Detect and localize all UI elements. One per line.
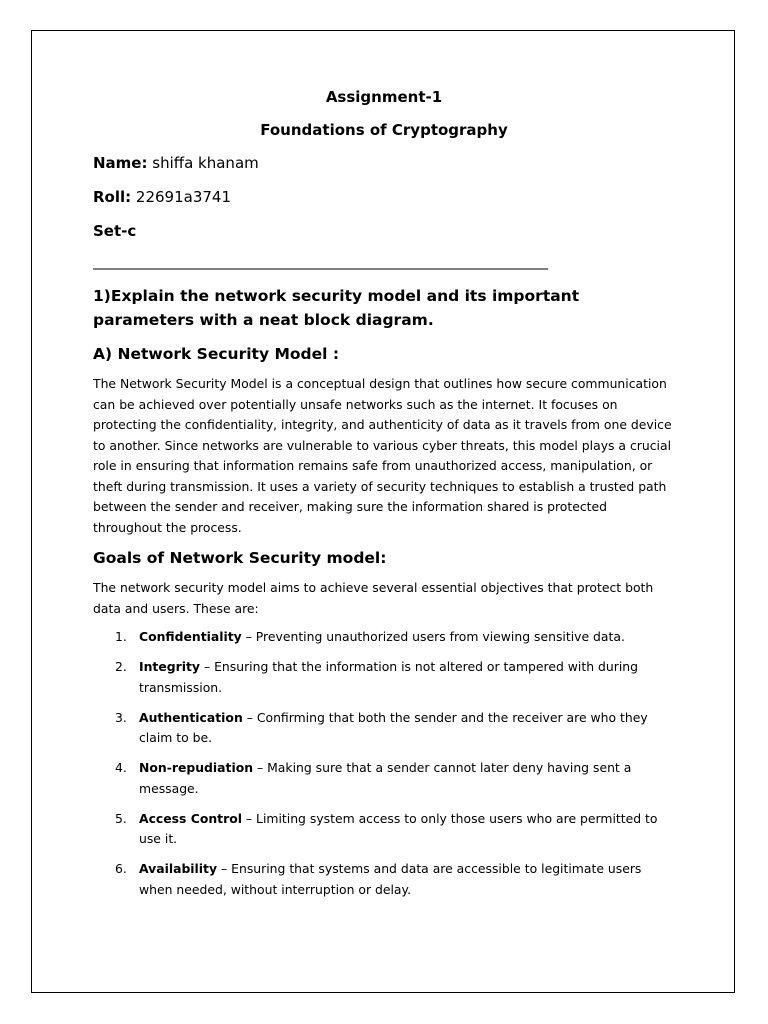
list-item-number: 3. bbox=[115, 709, 127, 725]
list-item-number: 1. bbox=[115, 629, 127, 644]
roll-label: Roll: bbox=[93, 188, 132, 206]
divider-line: _______________________________________________________________________ bbox=[93, 254, 548, 270]
list-item bbox=[93, 758, 675, 799]
assignment-title: Assignment-1 bbox=[325, 88, 443, 106]
section-a-paragraph: The Network Security Model is a conceptual design that outlines how secure communication can be achieved over potentially unsafe networks such as the internet. It focuses on protecting the confidentiality, integrity, and authenticity of data as it travels from one device to another. Since networks are vulnerable to various cyber threats, this model plays a crucial role in ensuring that information remains safe from unauthorized access, manipulation, or theft during transmission. It uses a variety of security techniques to establish a trusted path between the sender and receiver, making sure the information shared is protected throughout the process. bbox=[93, 376, 672, 535]
course-title: Foundations of Cryptography bbox=[260, 121, 508, 139]
section-a-heading: A) Network Security Model : bbox=[93, 345, 340, 363]
list-item-number: 6. bbox=[115, 861, 127, 876]
list-item-number: 4. bbox=[115, 760, 127, 775]
list-item bbox=[93, 859, 675, 900]
list-item-desc: – Ensuring that systems and data are accessible to legitimate users when needed, without interruption or delay. bbox=[139, 861, 642, 897]
set-line bbox=[93, 220, 675, 242]
goals-list bbox=[93, 627, 675, 900]
question-heading: 1)Explain the network security model and its important parameters with a neat block diagram. bbox=[93, 287, 580, 329]
goals-intro: The network security model aims to achieve several essential objectives that protect both data and users. These are: bbox=[93, 580, 654, 616]
list-item-term: Availability bbox=[139, 861, 218, 876]
list-item bbox=[93, 708, 675, 749]
roll-value: 22691a3741 bbox=[135, 188, 232, 206]
list-item-number: 5. bbox=[115, 810, 127, 826]
roll-line bbox=[93, 186, 675, 208]
list-item-desc: – Limiting system access to only those users who are permitted to use it. bbox=[139, 810, 658, 846]
list-item-desc: – Confirming that both the sender and the receiver are who they claim to be. bbox=[139, 709, 648, 745]
name-label: Name: bbox=[93, 154, 148, 172]
list-item-number: 2. bbox=[115, 659, 127, 674]
list-item-desc: – Ensuring that the information is not altered or tampered with during transmission. bbox=[139, 659, 638, 695]
list-item-term: Access Control bbox=[139, 810, 242, 826]
list-item bbox=[93, 809, 675, 850]
goals-heading: Goals of Network Security model: bbox=[93, 549, 387, 567]
list-item-term: Integrity bbox=[139, 659, 200, 674]
list-item-term: Authentication bbox=[139, 709, 243, 725]
set-label: Set-c bbox=[93, 222, 137, 240]
student-name-line bbox=[93, 152, 675, 174]
name-value: shiffa khanam bbox=[152, 154, 259, 172]
list-item-term: Confidentiality bbox=[139, 629, 242, 644]
list-item-desc: – Making sure that a sender cannot later deny having sent a message. bbox=[139, 760, 632, 796]
list-item-term: Non-repudiation bbox=[139, 760, 254, 775]
list-item-desc: – Preventing unauthorized users from viewing sensitive data. bbox=[241, 629, 625, 644]
list-item bbox=[93, 657, 675, 698]
document-body bbox=[93, 86, 675, 910]
list-item bbox=[93, 627, 675, 648]
